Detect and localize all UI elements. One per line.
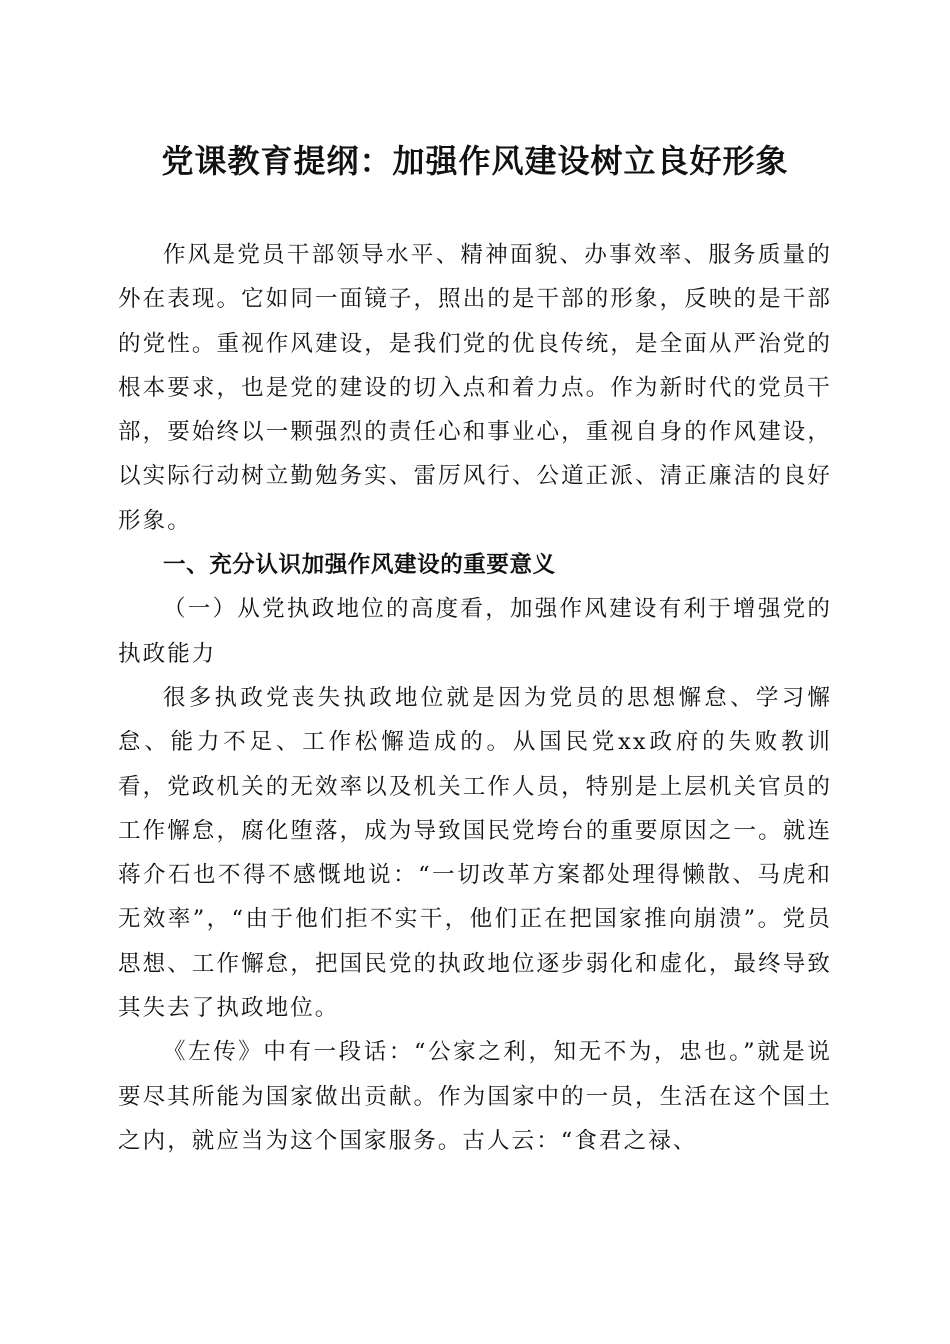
document-body [118, 233, 832, 1163]
document-title: 党课教育提纲：加强作风建设树立良好形象 [161, 142, 789, 180]
body-paragraph: 《左传》中有一段话：“公家之利，知无不为，忠也。”就是说要尽其所能为国家做出贡献。作为国家中的一员，生活在这个国土之内，就应当为这个国家服务。古人云：“食君之禄、 [118, 1039, 832, 1154]
subsection-heading: （一）从党执政地位的高度看，加强作风建设有利于增强党的执政能力 [118, 596, 832, 667]
body-paragraph: 很多执政党丧失执政地位就是因为党员的思想懈怠、学习懈怠、能力不足、工作松懈造成的。从国民党xx政府的失败教训看，党政机关的无效率以及机关工作人员，特别是上层机关官员的工作懈怠，腐化堕落，成为导致国民党垮台的重要原因之一。就连蒋介石也不得不感慨地说：“一切改革方案都处理得懒散、马虎和无效率”，“由于他们拒不实干，他们正在把国家推向崩溃”。党员思想、工作懈怠，把国民党的执政地位逐步弱化和虚化，最终导致其失去了执政地位。 [118, 684, 832, 1022]
section-heading: 一、充分认识加强作风建设的重要意义 [163, 552, 556, 579]
intro-paragraph: 作风是党员干部领导水平、精神面貌、办事效率、服务质量的外在表现。它如同一面镜子，照出的是干部的形象，反映的是干部的党性。重视作风建设，是我们党的优良传统，是全面从严治党的根本要求，也是党的建设的切入点和着力点。作为新时代的党员干部，要始终以一颗强烈的责任心和事业心，重视自身的作风建设，以实际行动树立勤勉务实、雷厉风行、公道正派、清正廉洁的良好形象。 [118, 242, 832, 534]
